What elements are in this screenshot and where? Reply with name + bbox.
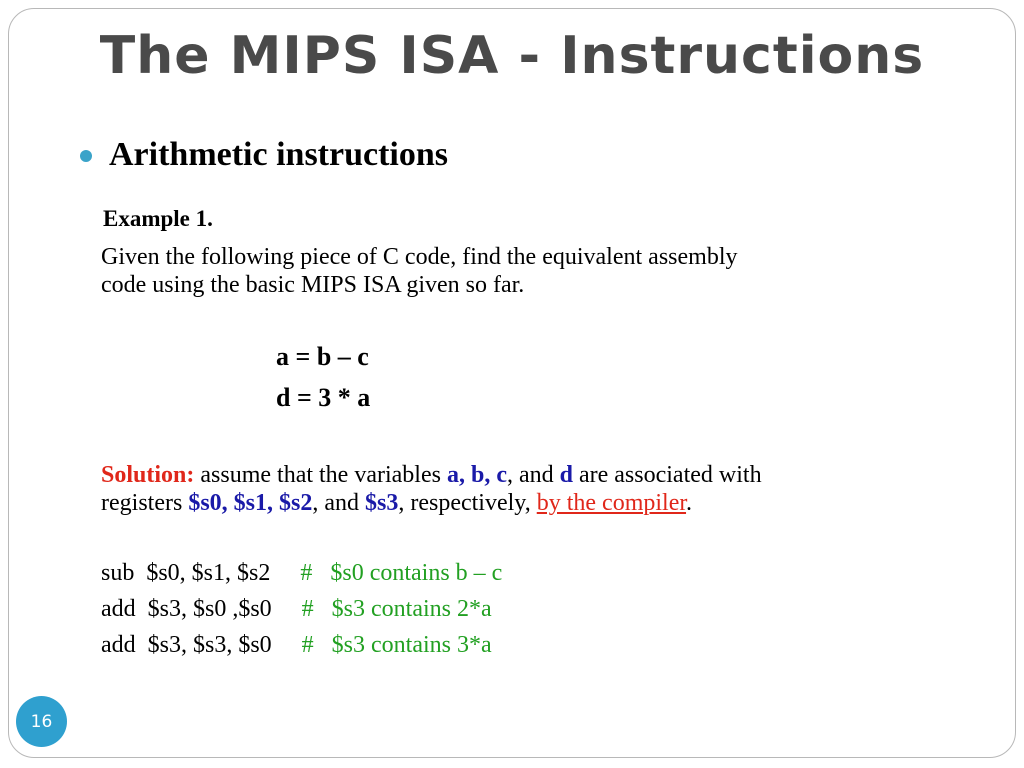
assembly-line-1: [101, 560, 502, 587]
solution-text: are associated with: [572, 462, 762, 488]
assembly-code: add $s3, $s0 ,$s0: [101, 596, 302, 622]
compiler-link[interactable]: by the compiler: [536, 490, 687, 516]
solution-label: Solution:: [101, 462, 195, 488]
solution-vars: a, b, c: [446, 462, 507, 488]
solution-reg-s3: $s3: [365, 490, 399, 516]
solution-text: , and: [506, 462, 560, 488]
assembly-comment: # $s3 contains 2*a: [301, 596, 492, 622]
example-label: Example 1.: [103, 206, 213, 231]
bullet-heading: Arithmetic instructions: [109, 136, 449, 173]
solution-line-2: [101, 489, 692, 517]
assembly-comment: # $s3 contains 3*a: [301, 632, 492, 658]
slide-title: The MIPS ISA - Instructions: [99, 26, 925, 86]
solution-text: , respectively,: [398, 490, 537, 516]
solution-text: registers: [101, 490, 189, 516]
assembly-code: sub $s0, $s1, $s2: [101, 560, 301, 586]
assembly-line-3: [101, 632, 492, 659]
c-code-line-2: d = 3 * a: [276, 383, 371, 412]
solution-var-d: d: [559, 462, 573, 488]
solution-line-1: [101, 461, 762, 489]
solution-text: assume that the variables: [194, 462, 447, 488]
assembly-code: add $s3, $s3, $s0: [101, 632, 302, 658]
c-code-line-1: a = b – c: [276, 342, 369, 371]
page-number-badge: 16: [16, 696, 67, 747]
solution-regs: $s0, $s1, $s2: [188, 490, 313, 516]
intro-line-2: code using the basic MIPS ISA given so far.: [101, 272, 525, 298]
bullet-item: [80, 136, 448, 174]
assembly-line-2: [101, 596, 492, 623]
solution-text: .: [686, 490, 693, 516]
bullet-dot-icon: [80, 150, 92, 162]
solution-text: , and: [312, 490, 365, 516]
assembly-comment: # $s0 contains b – c: [300, 560, 503, 586]
intro-line-1: Given the following piece of C code, find the equivalent assembly: [101, 244, 738, 270]
